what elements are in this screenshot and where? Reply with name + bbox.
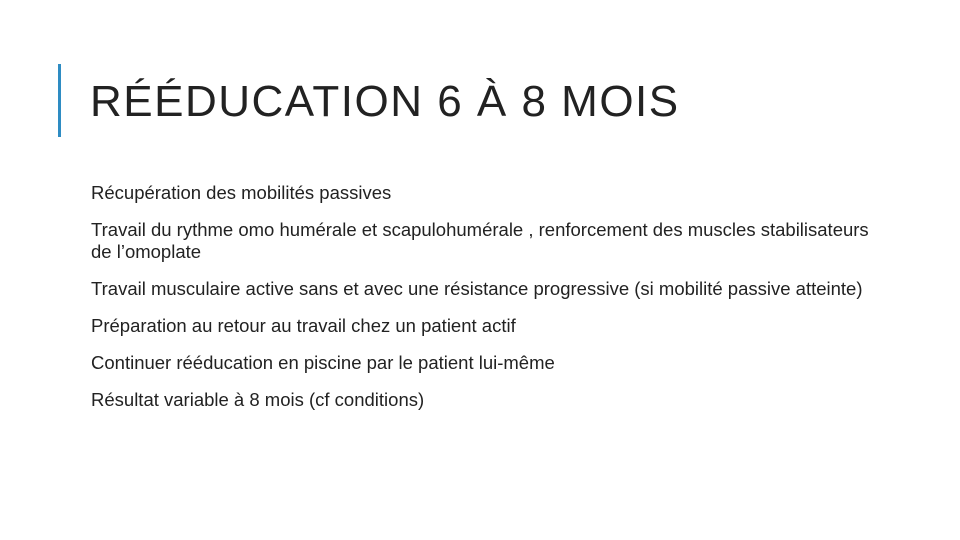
list-item: Récupération des mobilités passives (91, 182, 392, 203)
list-item: Résultat variable à 8 mois (cf conditions) (91, 389, 425, 410)
list-item: Continuer rééducation en piscine par le patient lui-même (91, 352, 555, 373)
list-item: Préparation au retour au travail chez un patient actif (91, 315, 516, 336)
list-item: Travail musculaire active sans et avec une résistance progressive (si mobilité passive atteinte) (91, 278, 863, 299)
bullet-list (91, 182, 881, 426)
slide-title: RÉÉDUCATION 6 À 8 MOIS (90, 77, 680, 126)
title-accent-bar (58, 64, 61, 137)
list-item: Travail du rythme omo humérale et scapulohumérale , renforcement des muscles stabilisateurs de l’omoplate (91, 219, 869, 262)
